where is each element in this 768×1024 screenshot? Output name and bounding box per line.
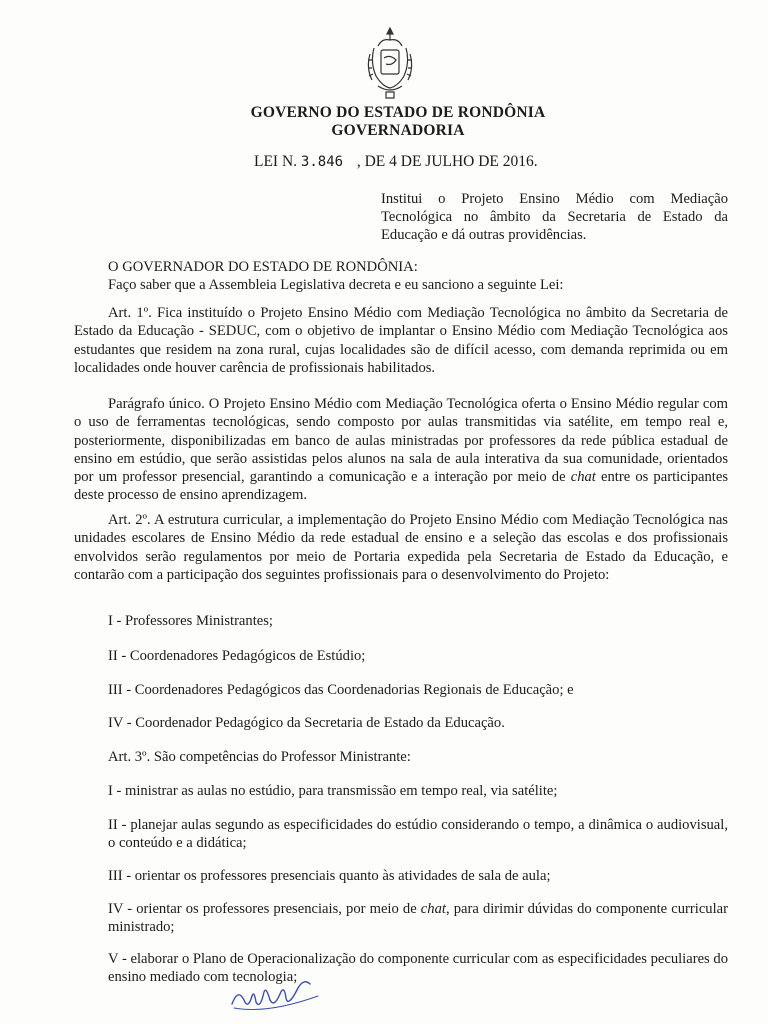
- article-1: Art. 1º. Fica instituído o Projeto Ensino Médio com Mediação Tecnológica no âmbito da Secretaria de Estado da Educação - SEDUC, com o objetivo de implantar o Ensino Médio com Mediação Tecnológica aos estudantes que residem na zona rural, cujas localidades são de difícil acesso, com demanda reprimida ou em localidades onde houver carência de profissionais habilitados.: [74, 305, 728, 376]
- art3-item-4-text: IV - orientar os professores presenciais, por meio de: [108, 901, 421, 917]
- governor-line: O GOVERNADOR DO ESTADO DE RONDÔNIA:: [108, 259, 418, 275]
- decree-line: Faço saber que a Assembleia Legislativa decreta e eu sanciono a seguinte Lei:: [108, 277, 564, 293]
- art3-item-4-text-end: , para dirimir dúvidas do componente curricular ministrado;: [108, 901, 728, 936]
- art3-item-5: V - elaborar o Plano de Operacionalização do componente curricular com as especificidades peculiares do ensino mediado com tecnologia;: [108, 951, 728, 986]
- art3-item-1: I - ministrar as aulas no estúdio, para transmissão em tempo real, via satélite;: [108, 783, 558, 799]
- art2-item-3: III - Coordenadores Pedagógicos das Coordenadorias Regionais de Educação; e: [108, 682, 574, 698]
- law-summary: Institui o Projeto Ensino Médio com Mediação Tecnológica no âmbito da Secretaria de Estado da Educação e dá outras providências.: [381, 191, 728, 243]
- law-date-end: DE JULHO DE 2016.: [400, 153, 538, 170]
- law-number: 3.846: [300, 154, 344, 170]
- header-governadoria: GOVERNADORIA: [331, 122, 465, 139]
- coat-of-arms-emblem: [360, 24, 420, 102]
- art2-item-1: I - Professores Ministrantes;: [108, 613, 273, 629]
- art2-item-4: IV - Coordenador Pedagógico da Secretaria de Estado da Educação.: [108, 715, 505, 731]
- law-title: [254, 153, 538, 171]
- law-day: 4: [389, 153, 397, 170]
- art2-item-2: II - Coordenadores Pedagógicos de Estúdio;: [108, 648, 366, 664]
- art3-item-4-chat: chat: [420, 901, 446, 917]
- art3-item-4: [108, 900, 728, 937]
- header-government: GOVERNO DO ESTADO DE RONDÔNIA: [250, 104, 546, 121]
- art3-item-2: II - planejar aulas segundo as especificidades do estúdio considerando o tempo, a dinâmica o audiovisual, o conteúdo e a didática;: [108, 817, 728, 852]
- law-prefix: LEI N.: [254, 153, 298, 170]
- paragrafo-unico: [74, 395, 728, 505]
- art3-item-3: III - orientar os professores presenciais quanto às atividades de sala de aula;: [108, 868, 551, 884]
- article-3: Art. 3º. São competências do Professor Ministrante:: [108, 749, 411, 765]
- paragrafo-chat: chat: [570, 469, 596, 486]
- handwritten-signature: [228, 974, 328, 1016]
- paragrafo-text: Parágrafo único. O Projeto Ensino Médio com Mediação Tecnológica oferta o Ensino Médio regular com o uso de ferramentas tecnológicas, sendo composto por aulas transmitidas via satélite, em tempo real e, posteriormente, disponibilizadas em banco de aulas ministradas por professores da rede pública estadual de ensino em estúdio, que serão assistidas pelos alunos na sala de aula interativa da sua comunidade, orientados por um professor presencial, garantindo a comunicação e a interação por meio de: [74, 396, 728, 486]
- paragrafo-text-end: entre os participantes deste processo de ensino aprendizagem.: [74, 469, 728, 504]
- article-2: Art. 2º. A estrutura curricular, a implementação do Projeto Ensino Médio com Mediação Tecnológica nas unidades escolares de Ensino Médio da rede estadual de ensino e a seleção das escolas e dos profissionais envolvidos serão regulamentos por meio de Portaria expedida pela Secretaria de Estado da Educação, e contarão com a participação dos seguintes profissionais para o desenvolvimento do Projeto:: [74, 512, 728, 583]
- law-date-mid: , DE: [356, 153, 386, 170]
